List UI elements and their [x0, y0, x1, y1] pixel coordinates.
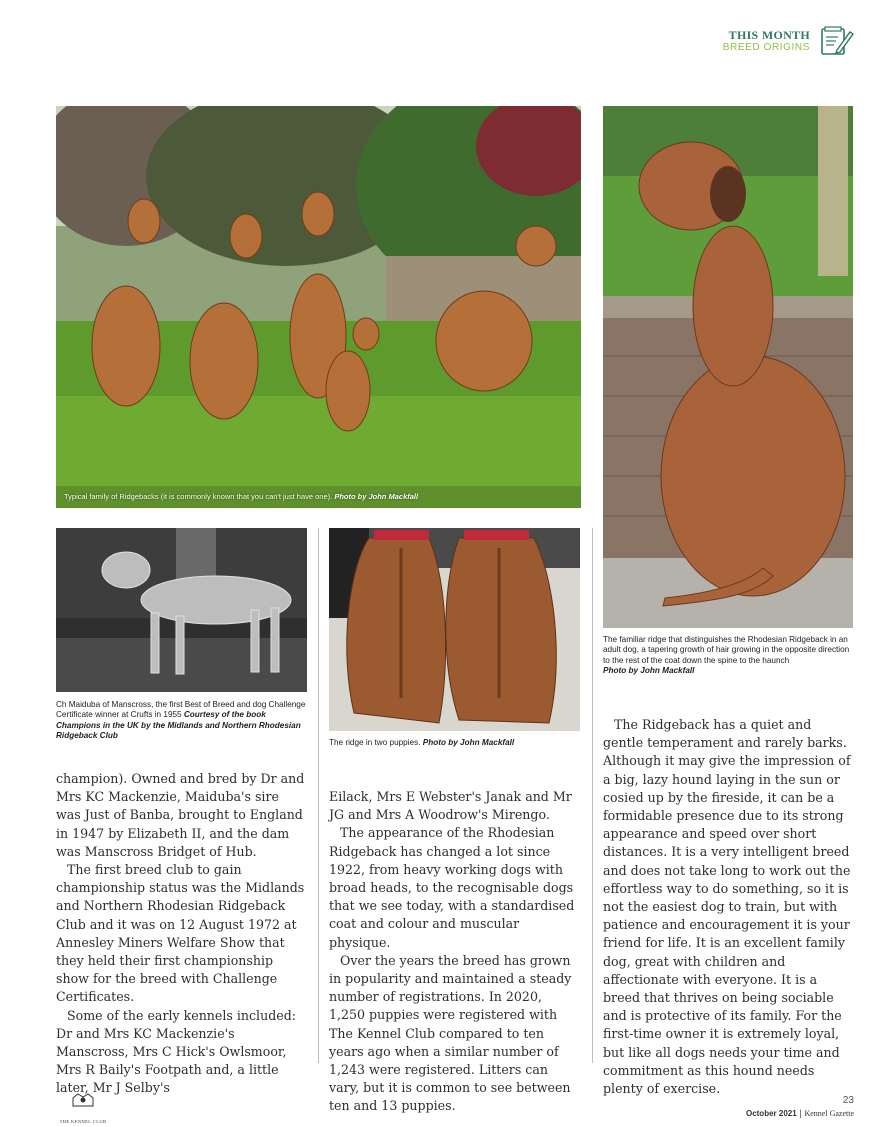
column-divider: [318, 528, 319, 1063]
footer-separator: |: [799, 1109, 802, 1118]
caption-puppies-credit: Photo by John Mackfall: [422, 738, 515, 747]
paragraph: champion). Owned and bred by Dr and Mrs KC Mackenzie, Maiduba's sire was Just of Banba, brought to England in 1947 by Elizabeth II, and the dam was Manscross Bridget of Hub.: [56, 771, 305, 859]
caption-puppies-text: The ridge in two puppies.: [329, 738, 421, 747]
photo-ridgeback-family: [56, 106, 581, 508]
column-divider: [592, 528, 593, 1063]
kennel-club-logo: [56, 1092, 110, 1127]
photo-family-credit: Photo by John Mackfall: [334, 492, 419, 501]
article-column-1: [56, 770, 306, 1098]
page-number: 23: [842, 1095, 854, 1106]
caption-puppies: [329, 738, 581, 748]
caption-historic-credit: Courtesy of the book Champions in the UK by the Midlands and Northern Rhodesian Ridgeback Club: [56, 710, 301, 741]
caption-adult-text: The familiar ridge that distinguishes the Rhodesian Ridgeback in an adult dog, a tapering growth of hair growing in the opposite direction to the rest of the coat down the spine to the haunch: [603, 635, 850, 665]
footer-issue: [746, 1109, 854, 1118]
section-header-text: [723, 29, 810, 53]
paragraph: Over the years the breed has grown in popularity and maintained a steady number of registrations. In 2020, 1,250 puppies were registered with The Kennel Club compared to ten years ago when a similar number of 1,243 were registered. Litters can vary, but it is common to see between ten and 13 puppies.: [329, 952, 572, 1114]
photo-family-caption-text: Typical family of Ridgebacks (it is commonly known that you can't just have one).: [64, 492, 333, 501]
photo-historic-maiduba: [56, 528, 307, 692]
photo-two-puppies: [329, 528, 580, 731]
paragraph: Eilack, Mrs E Webster's Janak and Mr JG and Mrs A Woodrow's Mirengo.: [329, 789, 572, 823]
article-column-2: [329, 788, 580, 1116]
paragraph: The appearance of the Rhodesian Ridgeback has changed a lot since 1922, from heavy working dogs with broad heads, to the recognisable dogs that we see today, with a standardised coat and colour and muscular physique.: [329, 825, 575, 950]
caption-historic: [56, 700, 308, 742]
section-title: THIS MONTH: [728, 27, 810, 42]
caption-adult: [603, 635, 853, 677]
paragraph: Some of the early kennels included: Dr and Mrs KC Mackenzie's Manscross, Mrs C Hick's Owlsmoor, Mrs R Baily's Footpath and, a little later, Mr J Selby's: [56, 1007, 297, 1096]
historic-dog-illustration: [56, 528, 307, 692]
photo-family-caption: [64, 492, 573, 501]
adult-ridgeback-illustration: [603, 106, 853, 628]
paragraph: The Ridgeback has a quiet and gentle temperament and rarely barks. Although it may give the impression of a big, lazy hound laying in the sun or cosied up by the fireside, it can be a formidable presence due to its strong appearance and speed over short distances. It is a very intelligent breed and does not take long to work out the effortless way to do something, so it is not the easiest dog to train, but with patience and encouragement it is your friend for life. It is an excellent family dog, great with children and affectionate with everyone. It is a breed that thrives on being sociable and is protective of its family. For the first-time owner it is extremely loyal, but like all dogs needs your time and commitment as this hound needs plenty of exercise.: [603, 717, 851, 1097]
section-header: [723, 26, 854, 56]
kennel-club-name: THE KENNEL CLUB: [59, 1119, 107, 1124]
caption-historic-text: Ch Maiduba of Manscross, the first Best of Breed and dog Challenge Certificate winner at Crufts in 1955: [56, 700, 306, 720]
article-column-3: [603, 716, 853, 1098]
section-subtitle: BREED ORIGINS: [722, 42, 810, 54]
ridgeback-family-illustration: [56, 106, 581, 508]
paragraph: The first breed club to gain championship status was the Midlands and Northern Rhodesian Ridgeback Club and it was on 12 August 1972 at Annesley Miners Welfare Show that they held their first championship show for the breed with Challenge Certificates.: [56, 862, 305, 1005]
two-puppies-illustration: [329, 528, 580, 731]
publication-name: Kennel Gazette: [804, 1109, 854, 1118]
issue-date: October 2021: [745, 1109, 797, 1118]
notepad-pen-icon: [820, 26, 854, 56]
caption-adult-credit: Photo by John Mackfall: [603, 666, 695, 676]
kennel-club-crest-icon: [56, 1092, 110, 1108]
photo-adult-ridgeback: [603, 106, 853, 628]
